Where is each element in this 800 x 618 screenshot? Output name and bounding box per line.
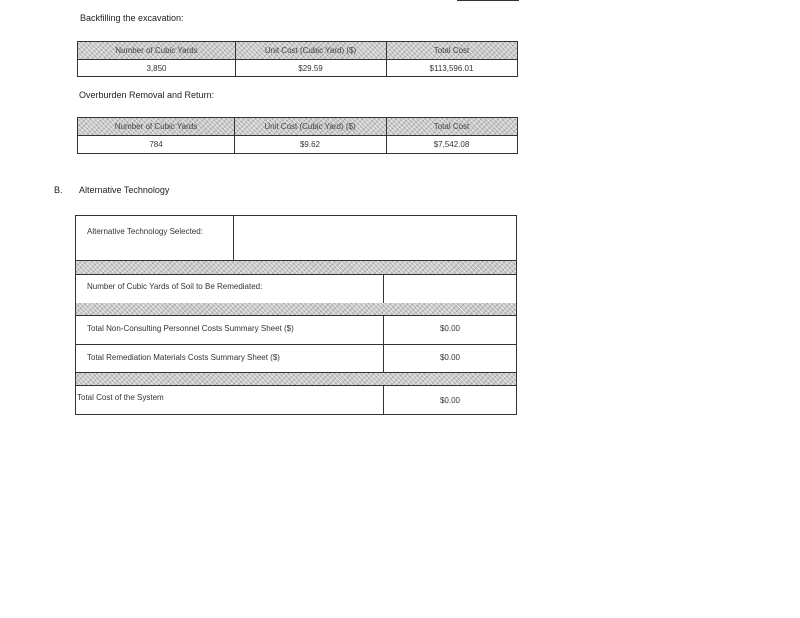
top-rule [457,0,519,1]
overburden-total-cost-value: $7,542.08 [433,140,470,149]
overburden-col-cubic-yards: Number of Cubic Yards [114,122,198,131]
total-cost-label: Total Cost of the System [77,393,164,402]
alt-tech-selected-label: Alternative Technology Selected: [87,227,203,236]
overburden-table [77,117,518,154]
cubic-yards-label: Number of Cubic Yards of Soil to Be Remediated: [87,282,263,291]
overburden-cubic-yards-value: 784 [149,140,163,149]
overburden-heading: Overburden Removal and Return: [79,90,215,100]
section-b-title: Alternative Technology [79,185,170,195]
backfill-table [77,41,518,77]
backfill-heading: Backfilling the excavation: [80,13,184,23]
alt-tech-table [75,215,517,415]
personnel-costs-value: $0.00 [439,324,461,333]
backfill-data-row [78,60,517,76]
materials-costs-value: $0.00 [439,353,461,362]
personnel-costs-label: Total Non-Consulting Personnel Costs Summary Sheet ($) [87,324,294,333]
shaded-band-3 [76,373,516,385]
backfill-col-cubic-yards: Number of Cubic Yards [115,46,198,55]
overburden-unit-cost-value: $9.62 [299,140,321,149]
overburden-col-unit-cost: Unit Cost (Cubic Yard) ($) [264,122,356,131]
materials-costs-label: Total Remediation Materials Costs Summary Sheet ($) [87,353,280,362]
overburden-col-total-cost: Total Cost [433,122,470,131]
backfill-col-unit-cost: Unit Cost (Cubic Yard) ($) [264,46,357,55]
backfill-total-cost-value: $113,596.01 [429,63,474,73]
overburden-header-row [78,118,517,135]
total-cost-value: $0.00 [439,396,461,405]
backfill-header-row [78,42,517,59]
section-b-letter: B. [54,185,63,195]
overburden-data-row [78,136,517,153]
backfill-col-total-cost: Total Cost [433,46,470,55]
backfill-cubic-yards-value: 3,850 [146,63,167,73]
backfill-unit-cost-value: $29.59 [298,63,323,73]
shaded-band-1 [76,261,516,274]
shaded-band-2 [76,303,516,315]
